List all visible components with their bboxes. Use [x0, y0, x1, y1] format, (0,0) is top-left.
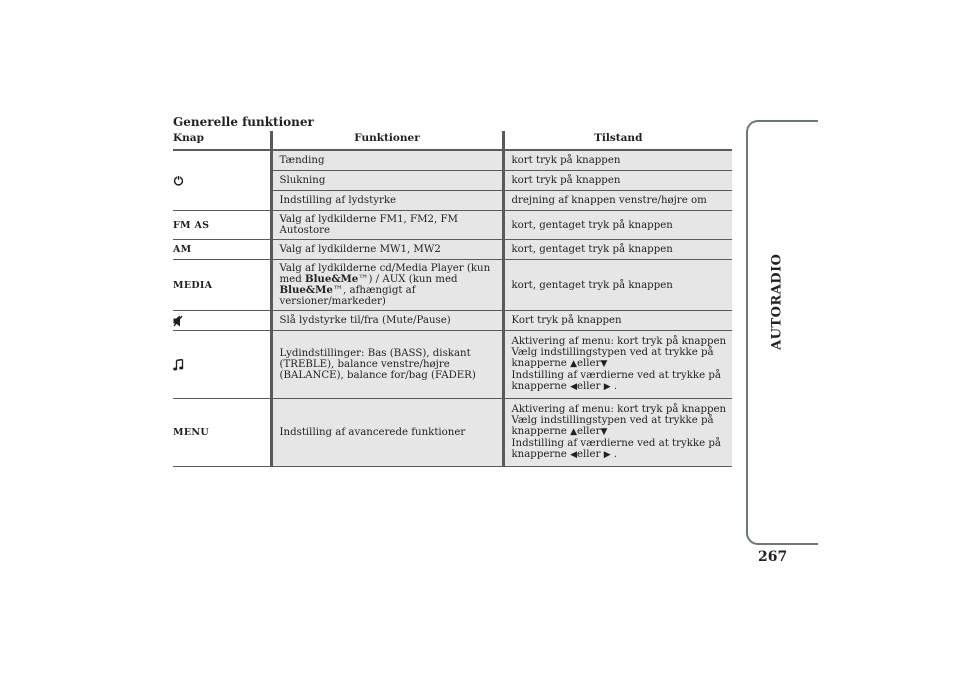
fmas-fn-line2: Autostore [279, 225, 330, 236]
audio-st-l3b: eller [577, 358, 601, 369]
menu-st-l3b: eller [577, 426, 601, 437]
audio-st-l3a: knapperne [511, 358, 571, 369]
menu-st-l5c: . [610, 449, 618, 460]
state-cell: kort, gentaget tryk på knappen [503, 260, 732, 311]
table-row [173, 211, 732, 240]
header-tilstand: Tilstand [503, 131, 732, 150]
menu-st-l2: Vælg indstillingstypen ved at trykke på [511, 415, 714, 426]
table-row [173, 331, 732, 399]
fmas-fn-line1: Valg af lydkilderne FM1, FM2, FM [279, 214, 458, 225]
function-cell [271, 211, 503, 240]
state-cell: kort, gentaget tryk på knappen [503, 211, 732, 240]
function-cell [271, 331, 503, 399]
chapter-label: AUTORADIO [769, 253, 785, 350]
audio-fn-l3: (BALANCE), balance for/bag (FADER) [279, 370, 476, 381]
state-cell: kort, gentaget tryk på knappen [503, 240, 732, 260]
media-fn-b: med [279, 274, 305, 285]
mute-key-cell [173, 311, 271, 331]
page-number: 267 [758, 549, 788, 565]
left-arrow-icon: ◀ [570, 382, 577, 392]
media-fn-c: Blue&Me [304, 273, 359, 285]
table-header-row [173, 131, 732, 150]
media-fn-g: versioner/markeder) [279, 296, 386, 307]
fmas-key: FM AS [173, 211, 271, 240]
table-row [173, 260, 732, 311]
right-arrow-icon: ▶ [603, 382, 611, 392]
function-cell: Tænding [271, 150, 503, 171]
media-fn-a: Valg af lydkilderne cd/Media Player (kun [279, 263, 491, 274]
state-cell: drejning af knappen venstre/højre om [503, 191, 732, 211]
state-cell [503, 399, 732, 467]
audio-st-l4: Indstilling af værdierne ved at trykke på [511, 370, 721, 381]
up-arrow-icon: ▲ [570, 359, 577, 369]
table-row [173, 399, 732, 467]
function-cell [271, 260, 503, 311]
menu-st-l5b: eller [577, 449, 604, 460]
function-cell: Indstilling af avancerede funktioner [271, 399, 503, 467]
down-arrow-icon: ▼ [600, 427, 608, 437]
audio-st-l1: Aktivering af menu: kort tryk på knappen [511, 336, 727, 347]
function-cell: Indstilling af lydstyrke [271, 191, 503, 211]
function-cell: Slå lydstyrke til/fra (Mute/Pause) [271, 311, 503, 331]
audio-st-l5a: knapperne [511, 381, 571, 392]
menu-st-l3a: knapperne [511, 426, 571, 437]
header-knap: Knap [173, 131, 271, 150]
right-arrow-icon: ▶ [603, 450, 611, 460]
left-arrow-icon: ◀ [570, 450, 577, 460]
media-fn-e: Blue&Me [279, 284, 333, 296]
am-key: AM [173, 240, 271, 260]
mute-icon [173, 315, 183, 327]
header-funktioner: Funktioner [271, 131, 503, 150]
table-row [173, 240, 732, 260]
menu-st-l1: Aktivering af menu: kort tryk på knappen [511, 404, 727, 415]
function-cell: Valg af lydkilderne MW1, MW2 [271, 240, 503, 260]
table-row [173, 311, 732, 331]
up-arrow-icon: ▲ [570, 427, 577, 437]
audio-settings-icon [173, 359, 184, 371]
audio-st-l5c: . [610, 381, 618, 392]
media-fn-d: ™) / AUX (kun med [358, 274, 458, 285]
menu-st-l5a: knapperne [511, 449, 571, 460]
audio-key-cell [173, 331, 271, 399]
state-cell: Kort tryk på knappen [503, 311, 732, 331]
audio-st-l2: Vælg indstillingstypen ved at trykke på [511, 347, 714, 358]
menu-st-l4: Indstilling af værdierne ved at trykke på [511, 438, 721, 449]
media-fn-f: ™, afhængigt af [332, 285, 416, 296]
audio-fn-l2: (TREBLE), balance venstre/højre [279, 359, 450, 370]
state-cell [503, 331, 732, 399]
audio-fn-l1: Lydindstillinger: Bas (BASS), diskant [279, 348, 471, 359]
power-icon [173, 175, 184, 186]
media-key: MEDIA [173, 260, 271, 311]
function-cell: Slukning [271, 171, 503, 191]
power-key-cell [173, 150, 271, 211]
state-cell: kort tryk på knappen [503, 171, 732, 191]
state-cell: kort tryk på knappen [503, 150, 732, 171]
section-title: Generelle funktioner [173, 115, 314, 129]
functions-table [173, 131, 732, 467]
table-row [173, 150, 732, 171]
audio-st-l5b: eller [577, 381, 604, 392]
down-arrow-icon: ▼ [600, 359, 608, 369]
menu-key: MENU [173, 399, 271, 467]
